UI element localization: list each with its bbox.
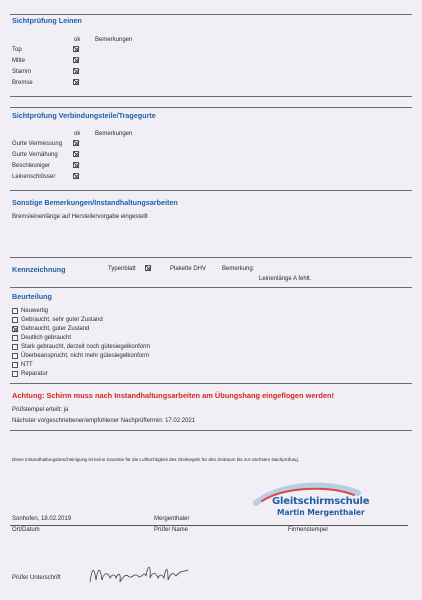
assessment-option: Überbeansprucht, nicht mehr gütesiegelkonform xyxy=(21,353,150,359)
assessment-checkbox[interactable] xyxy=(12,326,18,332)
assessment-option: Gebraucht, sehr guter Zustand xyxy=(21,317,103,323)
assessment-checkbox[interactable] xyxy=(12,353,18,359)
divider xyxy=(10,287,412,288)
divider xyxy=(10,190,412,191)
col-remarks-label: Bemerkungen xyxy=(95,37,133,43)
divider xyxy=(10,107,412,108)
section-title-lines: Sichtprüfung Leinen xyxy=(12,16,82,25)
company-stamp-label: Firmenstempel xyxy=(288,527,328,533)
item-label: Bremse xyxy=(12,80,33,86)
warning-text: Achtung: Schirm muss nach Instandhaltungsarbeiten am Übungshang eingeflogen werden! xyxy=(12,391,334,400)
assessment-option: Deutlich gebraucht xyxy=(21,335,72,341)
type-sheet-checkbox[interactable] xyxy=(145,265,151,271)
item-label: Gurte Vernähung xyxy=(12,152,58,158)
item-label: Gurte Vermessung xyxy=(12,141,63,147)
ok-checkbox[interactable] xyxy=(73,162,79,168)
next-check-date: Nächster vorgeschriebener/empfohlener Nachprüftermin: 17.02.2021 xyxy=(12,418,196,424)
handwritten-signature xyxy=(88,560,198,590)
logo-line2: Martin Mergenthaler xyxy=(277,508,365,517)
plakette-label: Plakette DHV xyxy=(170,266,207,272)
assessment-option: Reparatur xyxy=(21,371,48,377)
disclaimer: Diese Instandhaltungsbescheinigung ist keine Garantie für die Lufttüchtigkeit des Gleitsegels für den Zeitraum bis zur nächsten Nachprüfung. xyxy=(12,457,300,462)
examiner-name-value: Mergenthaler xyxy=(154,516,190,522)
section-title-assessment: Beurteilung xyxy=(12,292,52,301)
item-label: Top xyxy=(12,47,22,53)
col-ok-label: ok xyxy=(74,131,81,137)
section-title-connectors: Sichtprüfung Verbindungsteile/Tragegurte xyxy=(12,111,156,120)
item-label: Leinenschlösser xyxy=(12,174,56,180)
ok-checkbox[interactable] xyxy=(73,79,79,85)
section-title-remarks: Sonstige Bemerkungen/Instandhaltungsarbeiten xyxy=(12,198,178,207)
col-ok-label: ok xyxy=(74,37,81,43)
item-label: Beschleuniger xyxy=(12,163,51,169)
assessment-checkbox[interactable] xyxy=(12,335,18,341)
remarks-text: Bremsleinenlänge auf Herstellervorgabe eingestellt xyxy=(12,214,148,220)
col-remarks-label: Bemerkungen xyxy=(95,131,133,137)
assessment-checkbox[interactable] xyxy=(12,317,18,323)
assessment-checkbox[interactable] xyxy=(12,362,18,368)
assessment-option: Gebraucht, guter Zustand xyxy=(21,326,90,332)
assessment-checkbox[interactable] xyxy=(12,371,18,377)
divider xyxy=(10,525,408,526)
ok-checkbox[interactable] xyxy=(73,173,79,179)
assessment-option: NTT xyxy=(21,362,33,368)
ok-checkbox[interactable] xyxy=(73,68,79,74)
divider xyxy=(10,430,412,431)
logo-line1: Gleitschirmschule xyxy=(272,496,370,507)
assessment-checkbox[interactable] xyxy=(12,308,18,314)
ok-checkbox[interactable] xyxy=(73,46,79,52)
ok-checkbox[interactable] xyxy=(73,151,79,157)
place-date-label: Ort/Datum xyxy=(12,527,40,533)
stamp-status: Prüfstempel erteilt: ja xyxy=(12,407,69,413)
item-label: Stamm xyxy=(12,69,32,75)
assessment-option: Neuwertig xyxy=(21,308,49,314)
divider xyxy=(10,383,412,384)
divider xyxy=(10,14,412,15)
assessment-checkbox[interactable] xyxy=(12,344,18,350)
divider xyxy=(10,96,412,97)
item-label: Mitte xyxy=(12,58,26,64)
marking-remarks-label: Bemerkung: xyxy=(222,266,255,272)
type-sheet-label: Typenblatt xyxy=(108,266,136,272)
place-date-value: Sonhofen, 18.02.2019 xyxy=(12,516,72,522)
ok-checkbox[interactable] xyxy=(73,57,79,63)
divider xyxy=(10,257,412,258)
assessment-option: Stark gebraucht, derzeit noch gütesiegelkonform xyxy=(21,344,151,350)
examiner-name-label: Prüfer Name xyxy=(154,527,189,533)
ok-checkbox[interactable] xyxy=(73,140,79,146)
signature-label: Prüfer Unterschrift xyxy=(12,575,61,581)
marking-remarks-value: Leinenlänge A fehlt. xyxy=(259,276,312,282)
section-title-marking: Kennzeichnung xyxy=(12,265,66,274)
